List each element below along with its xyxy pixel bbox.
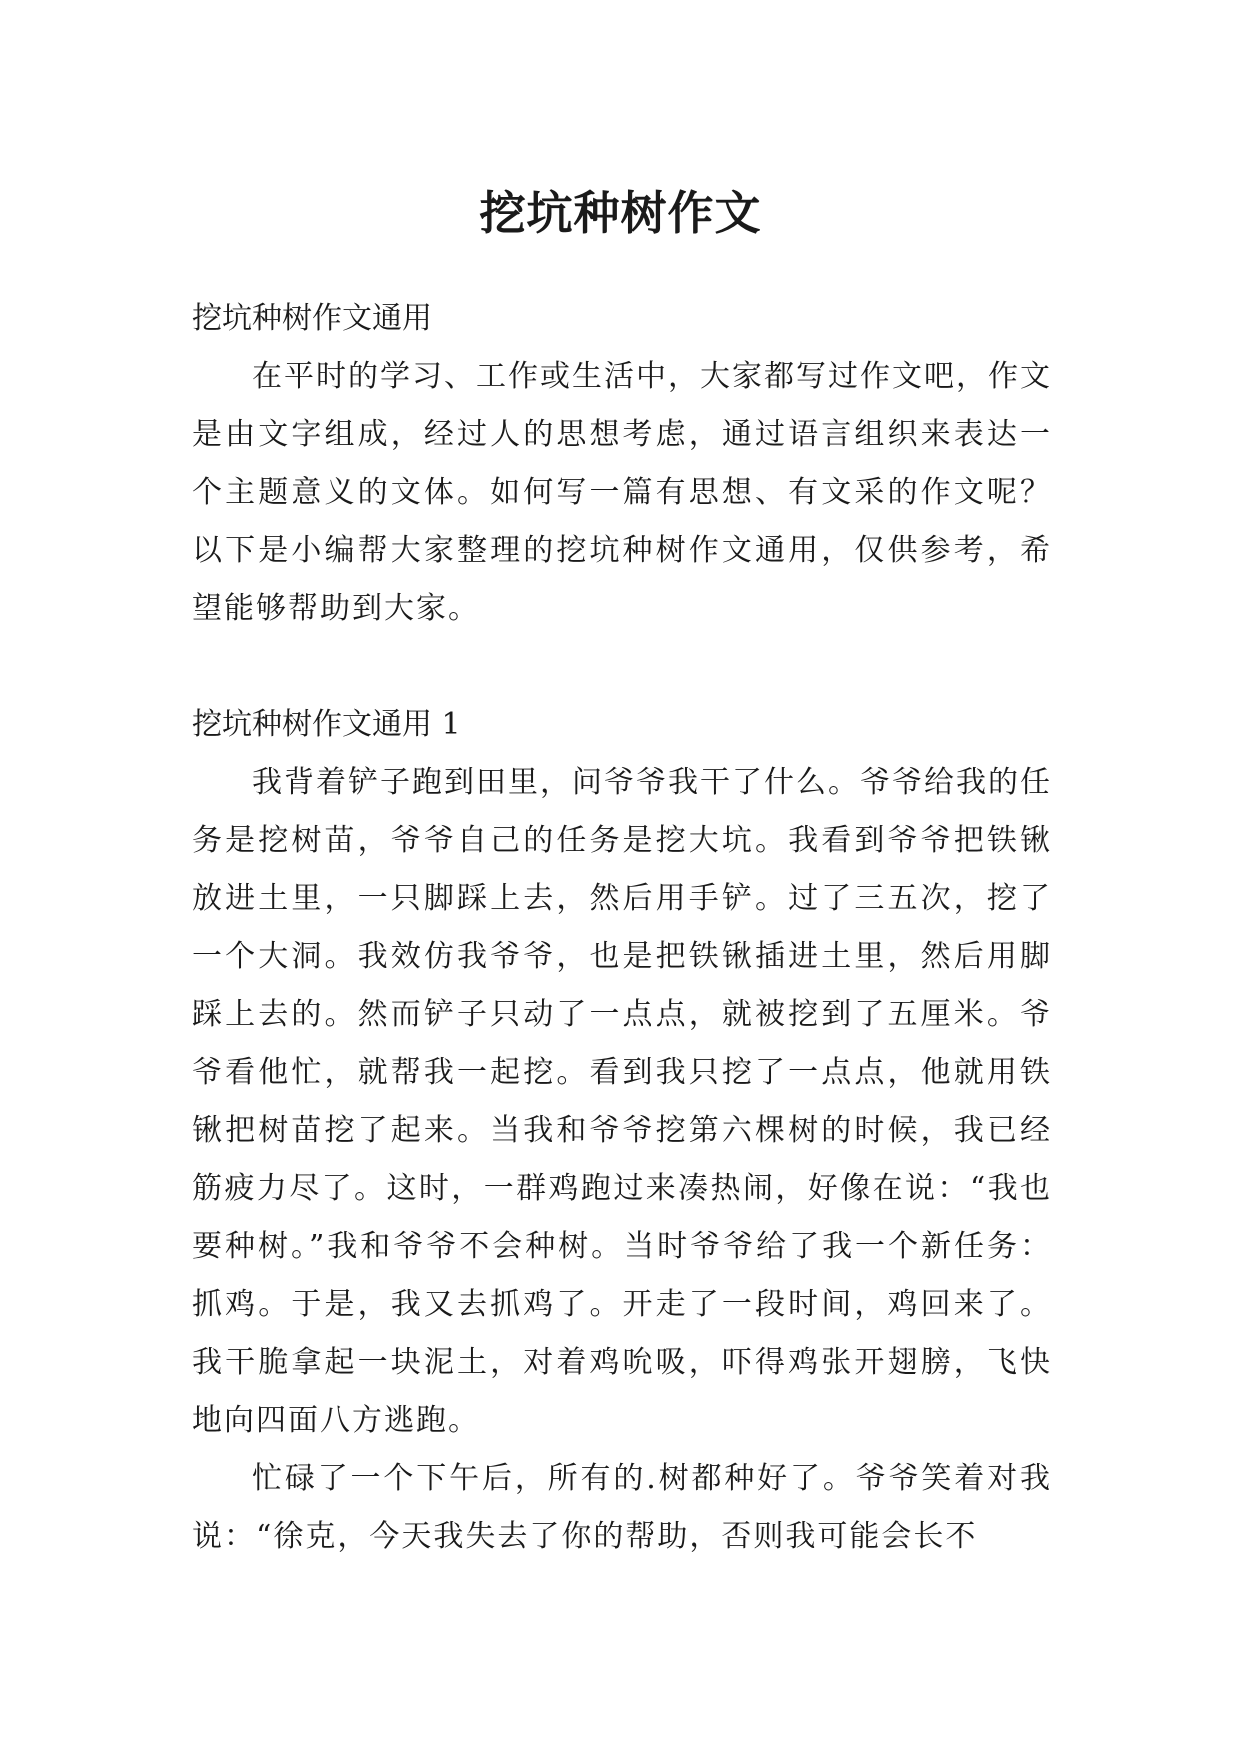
intro-paragraph: 在平时的学习、工作或生活中，大家都写过作文吧，作文是由文字组成，经过人的思想考虑，通过语言组织来表达一个主题意义的文体。如何写一篇有思想、有文采的作文呢？以下是小编帮大家整理的挖坑种树作文通用，仅供参考，希望能够帮助到大家。 — [192, 359, 1052, 626]
document-title: 挖坑种树作文 — [479, 185, 762, 240]
section-1-heading: 挖坑种树作文通用 1 — [192, 707, 461, 742]
section-spacer — [192, 638, 1052, 696]
section-1-paragraph-2: 忙碌了一个下午后，所有的.树都种好了。爷爷笑着对我说：“徐克，今天我失去了你的帮助，否则我可能会长不 — [192, 1461, 1052, 1554]
section-1-paragraph-1: 我背着铲子跑到田里，问爷爷我干了什么。爷爷给我的任务是挖树苗，爷爷自己的任务是挖大坑。我看到爷爷把铁锹放进土里，一只脚踩上去，然后用手铲。过了三五次，挖了一个大洞。我效仿我爷爷，也是把铁锹插进土里，然后用脚踩上去的。然而铲子只动了一点点，就被挖到了五厘米。爷爷看他忙，就帮我一起挖。看到我只挖了一点点，他就用铁锹把树苗挖了起来。当我和爷爷挖第六棵树的时候，我已经筋疲力尽了。这时，一群鸡跑过来凑热闹，好像在说：“我也要种树。”我和爷爷不会种树。当时爷爷给了我一个新任务：抓鸡。于是，我又去抓鸡了。开走了一段时间，鸡回来了。我干脆拿起一块泥土，对着鸡吮吸，吓得鸡张开翅膀，飞快地向四面八方逃跑。 — [192, 765, 1052, 1438]
document-body — [192, 290, 1052, 1566]
intro-heading: 挖坑种树作文通用 — [192, 301, 432, 336]
